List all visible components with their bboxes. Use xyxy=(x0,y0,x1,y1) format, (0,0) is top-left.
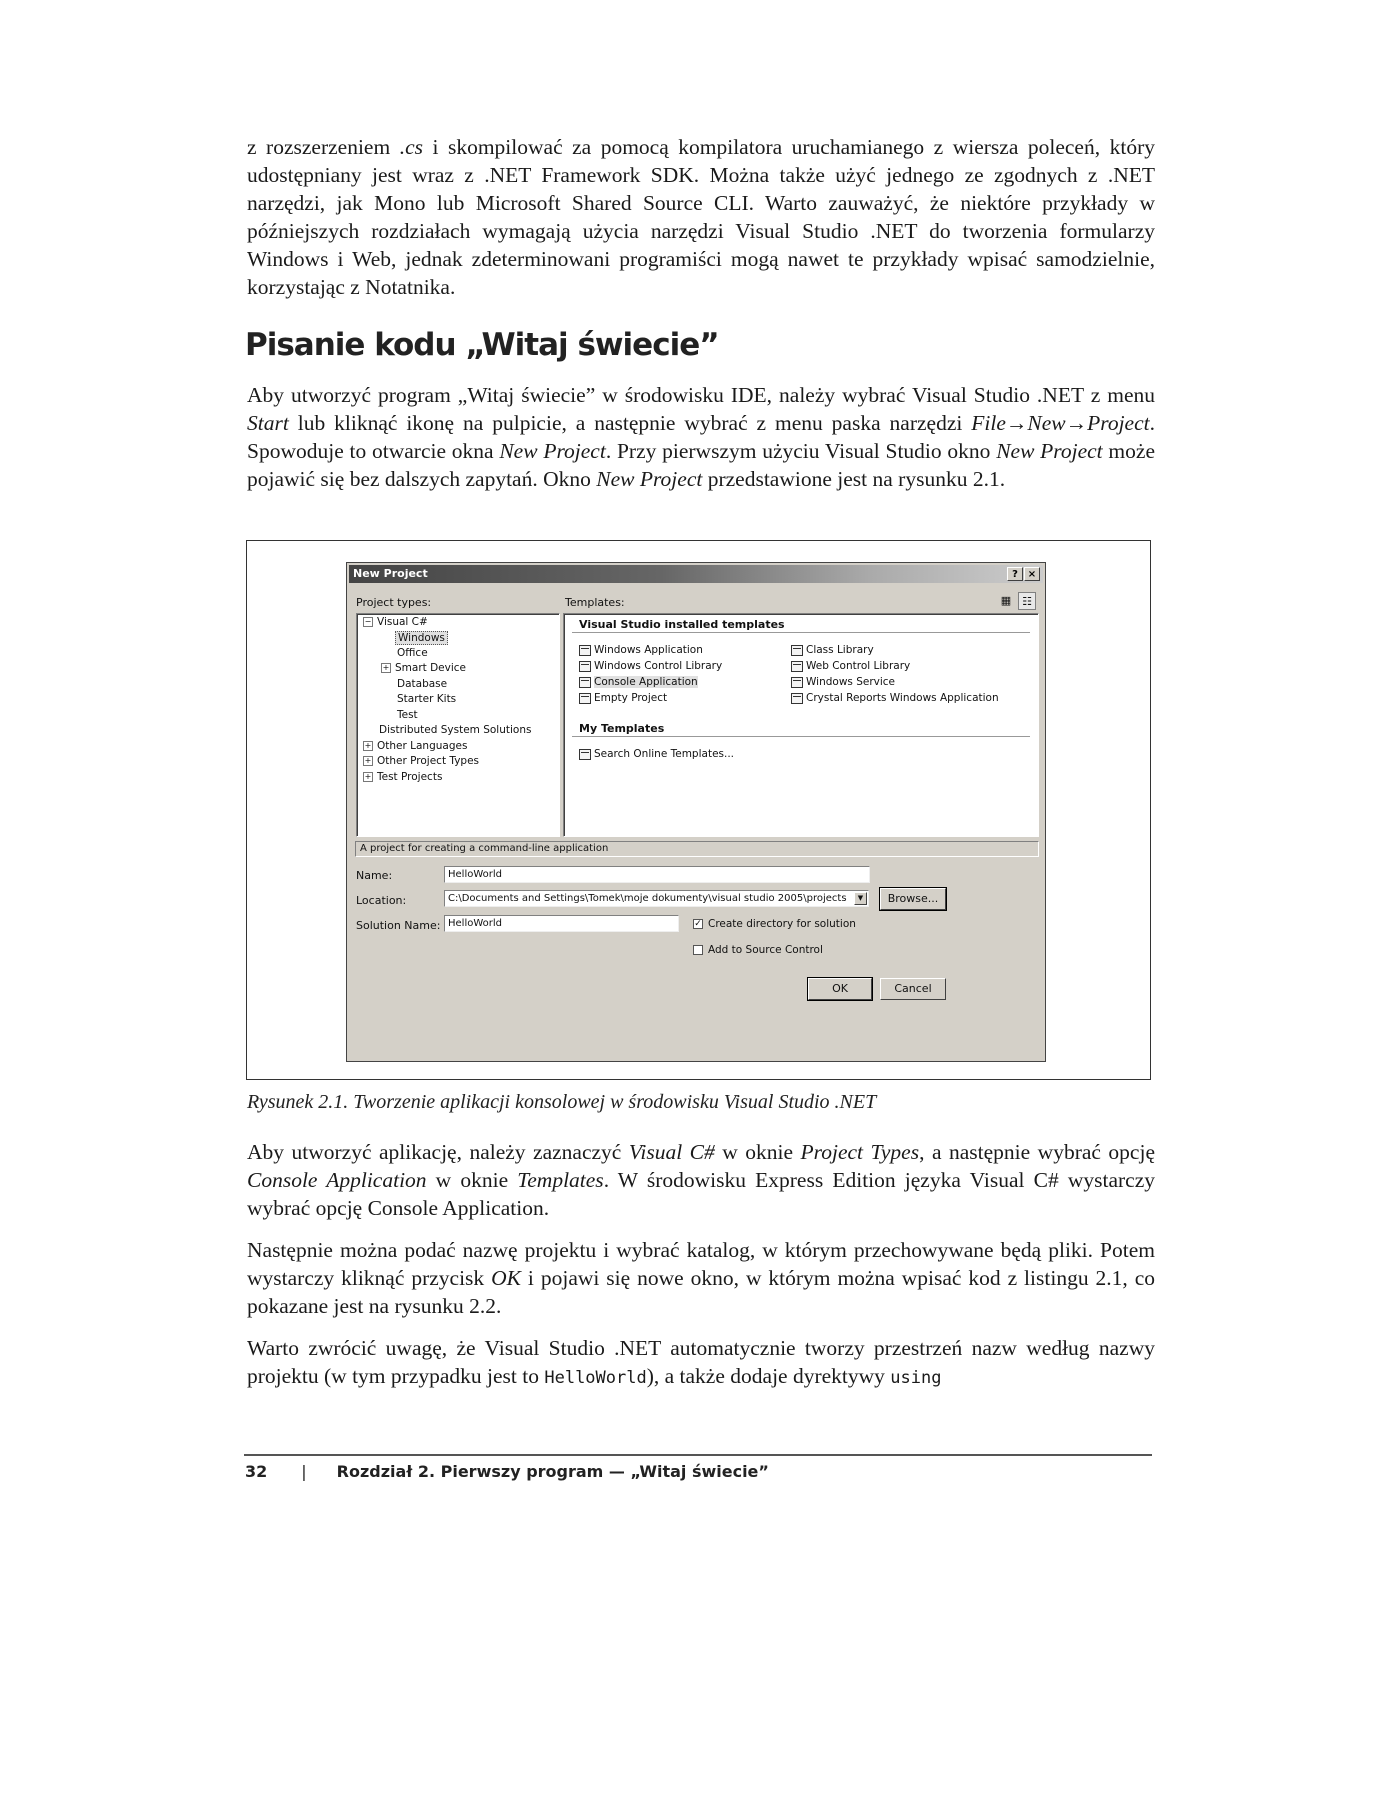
console-icon xyxy=(579,677,591,688)
new-project-dialog xyxy=(346,562,1046,1062)
text-run: . Spowoduje to otwarcie okna xyxy=(247,411,1155,463)
library-icon xyxy=(791,645,803,656)
paragraph-name-project xyxy=(247,1236,1155,1320)
tree-item-smart-device[interactable] xyxy=(381,662,466,674)
text-run: Następnie można podać nazwę projektu i wybrać katalog, w którym przechowywane będą pliki. Potem wystarczy kliknąć przycisk xyxy=(247,1238,1155,1290)
checkbox-label: Add to Source Control xyxy=(708,944,823,956)
window-name: New Project xyxy=(996,439,1103,463)
tree-label: Visual C# xyxy=(377,616,428,628)
template-console-application[interactable] xyxy=(579,676,698,688)
name-label: Name: xyxy=(356,869,393,882)
text-run: lub kliknąć ikonę na pulpicie, a następnie wybrać z menu paska narzędzi xyxy=(288,411,972,435)
divider xyxy=(572,736,1030,737)
expand-icon[interactable]: + xyxy=(382,663,390,672)
template-label: Crystal Reports Windows Application xyxy=(806,692,999,704)
text-run: Warto zwrócić uwagę, że Visual Studio .NET automatycznie tworzy przestrzeń nazw według nazwy projektu (w tym przypadku jest to xyxy=(247,1336,1155,1388)
template-web-control-library[interactable] xyxy=(791,660,910,672)
project-types-label: Project types: xyxy=(356,596,432,609)
text-run: z rozszerzeniem xyxy=(247,135,400,159)
tree-item-database[interactable]: Database xyxy=(397,678,448,690)
report-icon xyxy=(791,693,803,704)
tree-item-office[interactable]: Office xyxy=(397,647,428,659)
template-label: Web Control Library xyxy=(806,660,911,672)
paragraph-intro xyxy=(247,133,1155,301)
template-description: A project for creating a command-line application xyxy=(355,841,1039,857)
location-label: Location: xyxy=(356,894,407,907)
inline-code: using xyxy=(890,1368,942,1388)
tree-item-test-projects[interactable] xyxy=(363,771,442,783)
template-windows-control-library[interactable] xyxy=(579,660,722,672)
templates-list[interactable] xyxy=(563,613,1039,837)
template-label: Empty Project xyxy=(594,692,668,704)
window-icon xyxy=(579,661,591,672)
emphasis: OK xyxy=(491,1266,521,1290)
text-run: w oknie xyxy=(426,1168,518,1192)
menu-path: File→New→Project xyxy=(971,411,1150,435)
location-combo[interactable] xyxy=(444,890,869,907)
search-online-icon xyxy=(579,749,591,760)
template-label: Search Online Templates... xyxy=(594,748,735,760)
tree-item-test[interactable]: Test xyxy=(397,709,418,721)
template-crystal-reports[interactable] xyxy=(791,692,999,704)
tree-item-starter-kits[interactable]: Starter Kits xyxy=(397,693,457,705)
text-run: . Przy pierwszym użyciu Visual Studio okno xyxy=(605,439,997,463)
small-icons-view-icon[interactable]: ☷ xyxy=(1018,592,1036,610)
template-search-online[interactable] xyxy=(579,748,734,760)
collapse-icon[interactable]: − xyxy=(364,617,372,626)
expand-icon[interactable]: + xyxy=(364,756,372,765)
installed-templates-header: Visual Studio installed templates xyxy=(579,618,785,631)
tree-label: Test Projects xyxy=(377,771,443,783)
template-label: Windows Application xyxy=(594,644,703,656)
name-input[interactable]: HelloWorld xyxy=(444,866,870,883)
template-class-library[interactable] xyxy=(791,644,874,656)
figure-caption: Rysunek 2.1. Tworzenie aplikacji konsolowej w środowisku Visual Studio .NET xyxy=(247,1091,877,1113)
dialog-title: New Project xyxy=(353,567,428,580)
template-label: Windows Control Library xyxy=(594,660,723,672)
cancel-button[interactable]: Cancel xyxy=(880,978,946,1000)
footer-rule xyxy=(244,1454,1152,1456)
text-run: Aby utworzyć program „Witaj świecie” w środowisku IDE, należy wybrać Visual Studio .NET z menu xyxy=(247,383,1155,407)
chevron-down-icon[interactable]: ▼ xyxy=(854,892,867,905)
large-icons-view-icon[interactable]: ▦ xyxy=(1000,594,1012,607)
text-run: w oknie xyxy=(714,1140,801,1164)
file-extension: .cs xyxy=(399,135,423,159)
template-label: Class Library xyxy=(806,644,874,656)
project-icon xyxy=(579,693,591,704)
tree-item-windows[interactable]: Windows xyxy=(395,631,448,645)
text-run: ), a także dodaje dyrektywy xyxy=(646,1364,891,1388)
close-button[interactable]: × xyxy=(1024,567,1040,581)
footer-separator: | xyxy=(301,1462,307,1481)
expand-icon[interactable]: + xyxy=(364,772,372,781)
create-directory-checkbox[interactable] xyxy=(693,918,856,930)
divider xyxy=(572,632,1030,633)
text-run: Aby utworzyć aplikację, należy zaznaczyć xyxy=(247,1140,629,1164)
chapter-title: Rozdział 2. Pierwszy program — „Witaj świecie” xyxy=(336,1462,769,1481)
tree-label: Smart Device xyxy=(395,662,467,674)
tree-label: Other Languages xyxy=(377,740,468,752)
add-to-source-control-checkbox[interactable] xyxy=(693,944,823,956)
tree-item-visual-csharp[interactable] xyxy=(363,616,428,628)
help-button[interactable]: ? xyxy=(1007,567,1023,581)
solution-name-input[interactable]: HelloWorld xyxy=(444,915,679,932)
browse-button[interactable]: Browse... xyxy=(880,888,946,910)
window-icon xyxy=(579,645,591,656)
paragraph-instructions xyxy=(247,381,1155,493)
tree-label: Other Project Types xyxy=(377,755,480,767)
tree-item-other-project-types[interactable] xyxy=(363,755,479,767)
text-run: może pojawić się bez dalszych zapytań. Okno xyxy=(247,439,1155,491)
paragraph-select-template xyxy=(247,1138,1155,1222)
section-heading: Pisanie kodu „Witaj świecie” xyxy=(245,327,719,363)
ok-button[interactable]: OK xyxy=(808,978,872,1000)
template-label: Console Application xyxy=(594,676,698,688)
text-run: . W środowisku Express Edition języka Visual C# wystarczy wybrać opcję Console Application. xyxy=(247,1168,1155,1220)
checkbox-box[interactable] xyxy=(693,945,703,955)
template-label: Windows Service xyxy=(806,676,896,688)
menu-name: Start xyxy=(247,411,289,435)
page-footer xyxy=(245,1462,769,1481)
emphasis: Templates xyxy=(517,1168,604,1192)
window-name: New Project xyxy=(596,467,703,491)
emphasis: Visual C# xyxy=(628,1140,715,1164)
emphasis: Project Types xyxy=(800,1140,920,1164)
checkbox-label: Create directory for solution xyxy=(708,918,856,930)
emphasis: Console Application xyxy=(247,1168,427,1192)
window-name: New Project xyxy=(499,439,606,463)
service-icon xyxy=(791,677,803,688)
dialog-titlebar xyxy=(349,565,1043,583)
text-run: , a następnie wybrać opcję xyxy=(919,1140,1155,1164)
template-windows-service[interactable] xyxy=(791,676,895,688)
template-empty-project[interactable] xyxy=(579,692,667,704)
project-types-tree[interactable] xyxy=(356,613,560,837)
paragraph-namespace xyxy=(247,1334,1155,1392)
templates-label: Templates: xyxy=(565,596,625,609)
checkmark-icon[interactable]: ✓ xyxy=(694,919,702,929)
tree-item-distributed-system-solutions[interactable]: Distributed System Solutions xyxy=(379,724,532,736)
text-run: przedstawione jest na rysunku 2.1. xyxy=(702,467,1006,491)
page-number: 32 xyxy=(245,1462,268,1481)
text-run: i pojawi się nowe okno, w którym można wpisać kod z listingu 2.1, co pokazane jest na rysunku 2.2. xyxy=(247,1266,1155,1318)
location-value: C:\Documents and Settings\Tomek\moje dokumenty\visual studio 2005\projects xyxy=(448,893,847,904)
my-templates-header: My Templates xyxy=(579,722,665,735)
inline-code: HelloWorld xyxy=(544,1368,647,1388)
solution-name-label: Solution Name: xyxy=(356,919,441,932)
text-run: i skompilować za pomocą kompilatora uruchamianego z wiersza poleceń, który udostępniany jest wraz z .NET Framework SDK. Można także użyć jednego ze zgodnych z .NET narzędzi, jak Mono lub Microsoft Shared Source CLI. Warto zauważyć, że niektóre przykłady w późniejszych rozdziałach wymagają użycia narzędzi Visual Studio .NET do tworzenia formularzy Windows i Web, jednak zdeterminowani programiści mogą nawet te przykłady wpisać samodzielnie, korzystając z Notatnika. xyxy=(247,135,1155,299)
expand-icon[interactable]: + xyxy=(364,741,372,750)
web-icon xyxy=(791,661,803,672)
template-windows-application[interactable] xyxy=(579,644,703,656)
tree-item-other-languages[interactable] xyxy=(363,740,467,752)
